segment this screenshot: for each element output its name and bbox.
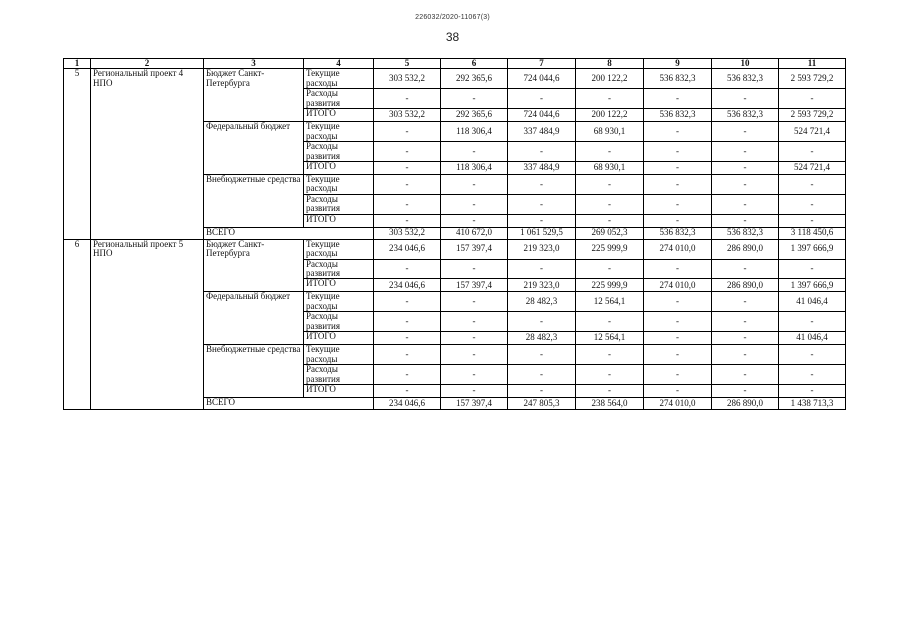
expense-kind: Текущие расходы	[304, 122, 374, 142]
value-cell: 234 046,6	[374, 279, 441, 292]
value-cell: -	[576, 365, 644, 385]
page-number: 38	[445, 30, 460, 44]
value-cell: -	[779, 365, 846, 385]
value-cell: 286 890,0	[712, 279, 779, 292]
expense-kind: ИТОГО	[304, 384, 374, 397]
value-cell: -	[779, 142, 846, 162]
value-cell: 68 930,1	[576, 161, 644, 174]
value-cell: -	[374, 142, 441, 162]
value-cell: 200 122,2	[576, 109, 644, 122]
value-cell: -	[508, 365, 576, 385]
total-value-cell: 286 890,0	[712, 397, 779, 409]
value-cell: 274 010,0	[644, 279, 712, 292]
value-cell: 303 532,2	[374, 109, 441, 122]
value-cell: -	[508, 142, 576, 162]
value-cell: 274 010,0	[644, 239, 712, 259]
value-cell: -	[712, 384, 779, 397]
value-cell: 12 564,1	[576, 292, 644, 312]
value-cell: -	[374, 384, 441, 397]
value-cell: -	[508, 312, 576, 332]
value-cell: -	[374, 365, 441, 385]
total-value-cell: 238 564,0	[576, 397, 644, 409]
value-cell: -	[712, 161, 779, 174]
value-cell: -	[441, 332, 508, 345]
value-cell: -	[779, 345, 846, 365]
value-cell: 225 999,9	[576, 239, 644, 259]
value-cell: -	[508, 89, 576, 109]
value-cell: 292 365,6	[441, 69, 508, 89]
value-cell: -	[576, 384, 644, 397]
value-cell: -	[508, 384, 576, 397]
value-cell: -	[576, 89, 644, 109]
value-cell: -	[374, 161, 441, 174]
row-index: 5	[64, 69, 91, 239]
value-cell: -	[712, 122, 779, 142]
value-cell: 157 397,4	[441, 279, 508, 292]
column-header: 8	[576, 59, 644, 69]
value-cell: 292 365,6	[441, 109, 508, 122]
value-cell: -	[779, 89, 846, 109]
value-cell: -	[779, 384, 846, 397]
value-cell: 1 397 666,9	[779, 279, 846, 292]
column-header: 3	[204, 59, 304, 69]
value-cell: -	[576, 312, 644, 332]
funding-source: Бюджет Санкт-Петербурга	[204, 239, 304, 292]
expense-kind: Текущие расходы	[304, 69, 374, 89]
document-number: 226032/2020-11067(3)	[415, 14, 490, 21]
value-cell: -	[779, 194, 846, 214]
value-cell: -	[374, 194, 441, 214]
value-cell: 337 484,9	[508, 161, 576, 174]
value-cell: 234 046,6	[374, 239, 441, 259]
value-cell: 724 044,6	[508, 109, 576, 122]
total-value-cell: 536 832,3	[644, 227, 712, 239]
value-cell: -	[576, 194, 644, 214]
value-cell: -	[508, 174, 576, 194]
value-cell: -	[712, 312, 779, 332]
value-cell: -	[779, 214, 846, 227]
value-cell: 157 397,4	[441, 239, 508, 259]
value-cell: -	[374, 89, 441, 109]
value-cell: -	[712, 89, 779, 109]
value-cell: 12 564,1	[576, 332, 644, 345]
total-value-cell: 274 010,0	[644, 397, 712, 409]
funding-source: Бюджет Санкт-Петербурга	[204, 69, 304, 122]
value-cell: 118 306,4	[441, 161, 508, 174]
value-cell: -	[441, 259, 508, 279]
value-cell: -	[374, 332, 441, 345]
value-cell: 536 832,3	[644, 69, 712, 89]
value-cell: 200 122,2	[576, 69, 644, 89]
value-cell: -	[712, 365, 779, 385]
funding-source: Федеральный бюджет	[204, 292, 304, 345]
value-cell: -	[508, 214, 576, 227]
total-value-cell: 410 672,0	[441, 227, 508, 239]
expense-kind: ИТОГО	[304, 161, 374, 174]
value-cell: -	[712, 345, 779, 365]
value-cell: -	[441, 214, 508, 227]
funding-source: Федеральный бюджет	[204, 122, 304, 175]
column-header: 5	[374, 59, 441, 69]
value-cell: -	[712, 292, 779, 312]
total-value-cell: 303 532,2	[374, 227, 441, 239]
value-cell: -	[441, 292, 508, 312]
value-cell: -	[441, 345, 508, 365]
column-header: 1	[64, 59, 91, 69]
value-cell: -	[508, 345, 576, 365]
value-cell: 225 999,9	[576, 279, 644, 292]
value-cell: -	[644, 174, 712, 194]
value-cell: 337 484,9	[508, 122, 576, 142]
value-cell: 68 930,1	[576, 122, 644, 142]
value-cell: 524 721,4	[779, 161, 846, 174]
expense-kind: ИТОГО	[304, 332, 374, 345]
expense-kind: Расходы развития	[304, 312, 374, 332]
column-header: 6	[441, 59, 508, 69]
project-name: Региональный проект 4 НПО	[91, 69, 204, 239]
column-header: 9	[644, 59, 712, 69]
expense-kind: Расходы развития	[304, 365, 374, 385]
funding-source: Внебюджетные средства	[204, 174, 304, 227]
value-cell: 286 890,0	[712, 239, 779, 259]
value-cell: 28 482,3	[508, 332, 576, 345]
total-value-cell: 536 832,3	[712, 227, 779, 239]
value-cell: 536 832,3	[644, 109, 712, 122]
column-header: 2	[91, 59, 204, 69]
expense-kind: Расходы развития	[304, 259, 374, 279]
column-header: 7	[508, 59, 576, 69]
value-cell: 724 044,6	[508, 69, 576, 89]
value-cell: -	[644, 214, 712, 227]
value-cell: -	[441, 365, 508, 385]
value-cell: 118 306,4	[441, 122, 508, 142]
value-cell: 2 593 729,2	[779, 69, 846, 89]
value-cell: -	[644, 365, 712, 385]
total-value-cell: 234 046,6	[374, 397, 441, 409]
total-value-cell: 157 397,4	[441, 397, 508, 409]
value-cell: -	[576, 345, 644, 365]
value-cell: -	[644, 142, 712, 162]
value-cell: -	[374, 292, 441, 312]
expense-kind: Текущие расходы	[304, 292, 374, 312]
total-value-cell: 1 438 713,3	[779, 397, 846, 409]
table-body	[64, 69, 846, 410]
value-cell: -	[644, 345, 712, 365]
value-cell: -	[576, 174, 644, 194]
value-cell: -	[441, 142, 508, 162]
expense-kind: Расходы развития	[304, 89, 374, 109]
value-cell: -	[712, 332, 779, 345]
value-cell: -	[712, 259, 779, 279]
value-cell: 219 323,0	[508, 279, 576, 292]
value-cell: -	[644, 312, 712, 332]
value-cell: 219 323,0	[508, 239, 576, 259]
expense-kind: Расходы развития	[304, 194, 374, 214]
value-cell: 303 532,2	[374, 69, 441, 89]
value-cell: -	[374, 312, 441, 332]
column-header: 4	[304, 59, 374, 69]
value-cell: -	[576, 259, 644, 279]
value-cell: 536 832,3	[712, 109, 779, 122]
value-cell: -	[644, 332, 712, 345]
table-row	[64, 239, 846, 259]
value-cell: -	[374, 259, 441, 279]
project-name: Региональный проект 5 НПО	[91, 239, 204, 409]
expense-kind: Расходы развития	[304, 142, 374, 162]
column-number-row	[64, 59, 846, 69]
value-cell: -	[779, 174, 846, 194]
value-cell: 1 397 666,9	[779, 239, 846, 259]
value-cell: -	[374, 214, 441, 227]
value-cell: 524 721,4	[779, 122, 846, 142]
total-label: ВСЕГО	[204, 397, 374, 409]
table-row	[64, 69, 846, 89]
value-cell: -	[374, 345, 441, 365]
value-cell: -	[576, 142, 644, 162]
expense-kind: ИТОГО	[304, 279, 374, 292]
value-cell: -	[712, 194, 779, 214]
value-cell: -	[644, 259, 712, 279]
total-value-cell: 3 118 450,6	[779, 227, 846, 239]
value-cell: -	[644, 89, 712, 109]
value-cell: -	[576, 214, 644, 227]
expense-kind: Текущие расходы	[304, 174, 374, 194]
row-index: 6	[64, 239, 91, 409]
value-cell: -	[644, 384, 712, 397]
value-cell: 41 046,4	[779, 292, 846, 312]
value-cell: -	[644, 161, 712, 174]
value-cell: -	[441, 89, 508, 109]
value-cell: 28 482,3	[508, 292, 576, 312]
value-cell: 536 832,3	[712, 69, 779, 89]
value-cell: -	[374, 174, 441, 194]
total-value-cell: 247 805,3	[508, 397, 576, 409]
value-cell: -	[644, 292, 712, 312]
value-cell: -	[441, 174, 508, 194]
value-cell: 2 593 729,2	[779, 109, 846, 122]
expense-kind: ИТОГО	[304, 109, 374, 122]
value-cell: -	[712, 174, 779, 194]
value-cell: -	[712, 214, 779, 227]
total-label: ВСЕГО	[204, 227, 374, 239]
value-cell: -	[441, 312, 508, 332]
value-cell: -	[712, 142, 779, 162]
value-cell: -	[508, 194, 576, 214]
value-cell: -	[644, 122, 712, 142]
total-value-cell: 269 052,3	[576, 227, 644, 239]
expense-kind: ИТОГО	[304, 214, 374, 227]
column-header: 11	[779, 59, 846, 69]
value-cell: -	[374, 122, 441, 142]
budget-table	[63, 58, 846, 410]
value-cell: -	[779, 312, 846, 332]
value-cell: -	[644, 194, 712, 214]
column-header: 10	[712, 59, 779, 69]
total-value-cell: 1 061 529,5	[508, 227, 576, 239]
value-cell: -	[779, 259, 846, 279]
expense-kind: Текущие расходы	[304, 345, 374, 365]
value-cell: 41 046,4	[779, 332, 846, 345]
value-cell: -	[441, 384, 508, 397]
funding-source: Внебюджетные средства	[204, 345, 304, 398]
value-cell: -	[441, 194, 508, 214]
value-cell: -	[508, 259, 576, 279]
expense-kind: Текущие расходы	[304, 239, 374, 259]
